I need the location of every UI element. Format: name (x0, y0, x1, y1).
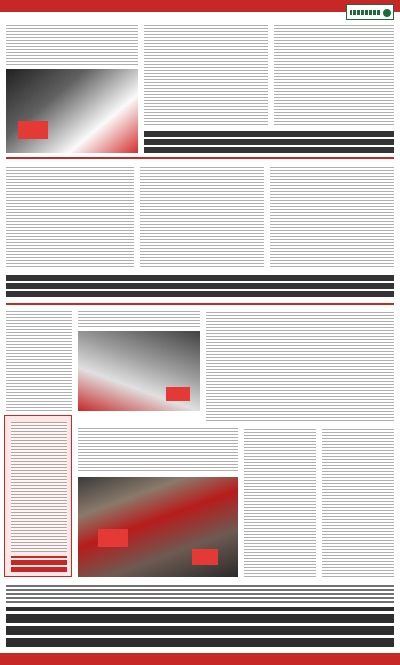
photo-caption-text (78, 427, 238, 471)
text-column (244, 427, 316, 577)
text-column (270, 167, 394, 267)
text-column (140, 167, 264, 267)
event-photo (78, 331, 200, 411)
text-column (322, 427, 394, 577)
text-column (6, 311, 72, 411)
sidebar-box (4, 415, 72, 577)
second-headline (6, 273, 394, 297)
text-column (206, 311, 394, 421)
main-headline (6, 607, 394, 647)
text-column (274, 25, 394, 125)
text-column (144, 25, 268, 125)
bottom-footer-bar (0, 0, 400, 12)
speech-photo (6, 69, 138, 153)
brand-logo-icon (346, 4, 394, 20)
main-subheadline (6, 583, 394, 603)
memorial-photo (78, 477, 238, 577)
section-divider (6, 303, 394, 305)
section-divider (6, 157, 394, 159)
top-header-bar (0, 653, 400, 665)
third-headline (144, 131, 394, 153)
text-column (6, 167, 134, 267)
